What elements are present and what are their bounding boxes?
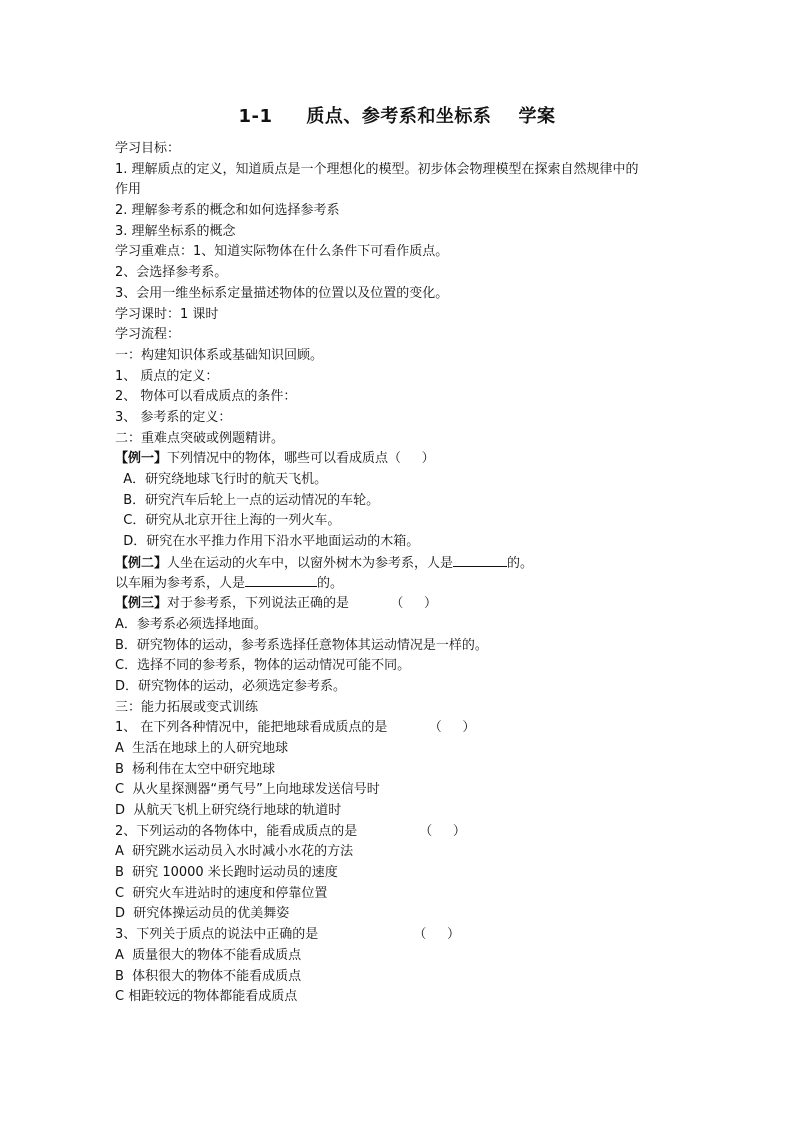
example-3-tag: 【例三】 [115,596,168,612]
example-1-option-c: C．研究从北京开往上海的一列火车。 [115,513,341,529]
goal-3: 3. 理解坐标系的概念 [115,223,236,239]
goal-1-continued: 作用 [115,182,142,198]
example-3-question [115,594,695,615]
example-1-option-a: A．研究绕地球飞行时的航天飞机。 [115,472,328,487]
goal-2: 2. 理解参考系的概念和如何选择参考系 [115,203,340,219]
exercise-2-option-c: C 研究火车进站时的速度和停靠位置 [115,885,328,901]
learning-process-heading: 学习流程： [115,327,181,343]
example-2-text: 人坐在运动的火车中，以窗外树木为参考系，人是 [167,555,454,571]
example-1-option-d: D．研究在水平推力作用下沿水平地面运动的木箱。 [115,534,420,550]
example-3-option-d: D．研究物体的运动，必须选定参考系。 [115,678,347,694]
section-one-heading: 一：构建知识体系或基础知识回顾。 [115,347,324,363]
example-2-text-2: 以车厢为参考系，人是 [115,576,246,592]
page-title: 1-1 质点、参考系和坐标系 学案 [238,106,556,127]
example-2-question-continued [115,573,695,594]
key-points-2: 2、会选择参考系。 [115,265,228,281]
review-item-2: 2、 物体可以看成质点的条件： [115,389,297,405]
exercise-1-option-c: C 从火星探测器“勇气号”上向地球发送信号时 [115,782,380,798]
section-two-heading: 二：重难点突破或例题精讲。 [115,430,285,446]
goal-1: 1. 理解质点的定义，知道质点是一个理想化的模型。初步体会物理模型在探索自然规律中的 [115,161,639,177]
answer-blank-1[interactable] [453,553,507,567]
exercise-1-option-b: B 杨利伟在太空中研究地球 [115,761,276,777]
class-hours: 学习课时：1 课时 [115,306,219,322]
exercise-2-option-b: B 研究 10000 米长跑时运动员的速度 [115,865,338,881]
key-points-1: 学习重难点：1、知道实际物体在什么条件下可看作质点。 [115,244,449,260]
exercise-3-option-c: C 相距较远的物体都能看成质点 [115,989,298,1005]
example-3-option-c: C．选择不同的参考系，物体的运动情况可能不同。 [115,658,411,674]
example-3-option-b: B．研究物体的运动，参考系选择任意物体其运动情况是一样的。 [115,637,488,653]
exercise-2-option-a: A 研究跳水运动员入水时减小水花的方法 [115,844,354,860]
example-1-option-b: B．研究汽车后轮上一点的运动情况的车轮。 [115,492,380,508]
example-1-question [115,449,695,470]
exercise-1-question: 1、 在下列各种情况中，能把地球看成质点的是 （ ） [115,720,476,736]
review-item-1: 1、 质点的定义： [115,368,219,384]
exercise-1-option-a: A 生活在地球上的人研究地球 [115,740,289,756]
example-2-end-2: 的。 [317,576,344,592]
exercise-3-question: 3、下列关于质点的说法中正确的是 （ ） [115,927,460,943]
learning-goals-heading: 学习目标： [115,141,181,156]
key-points-3: 3、会用一维坐标系定量描述物体的位置以及位置的变化。 [115,285,449,301]
review-item-3: 3、 参考系的定义： [115,409,232,425]
exercise-1-option-d: D 从航天飞机上研究绕行地球的轨道时 [115,803,342,818]
exercise-2-option-d: D 研究体操运动员的优美舞姿 [115,906,290,922]
example-1-tag: 【例一】 [115,451,168,467]
exercise-2-question: 2、下列运动的各物体中，能看成质点的是 （ ） [115,823,466,839]
example-2-question [115,553,695,574]
document-body [115,139,695,1008]
exercise-3-option-a: A 质量很大的物体不能看成质点 [115,947,302,963]
example-3-text: 对于参考系，下列说法正确的是 （ ） [167,596,438,612]
example-2-tag: 【例二】 [115,555,168,571]
section-three-heading: 三：能力拓展或变式训练 [115,699,259,715]
example-2-end: 的。 [507,555,534,571]
answer-blank-2[interactable] [245,573,317,587]
exercise-3-option-b: B 体积很大的物体不能看成质点 [115,968,302,984]
example-1-text: 下列情况中的物体，哪些可以看成质点（ ） [167,451,435,467]
example-3-option-a: A．参考系必须选择地面。 [115,616,267,632]
